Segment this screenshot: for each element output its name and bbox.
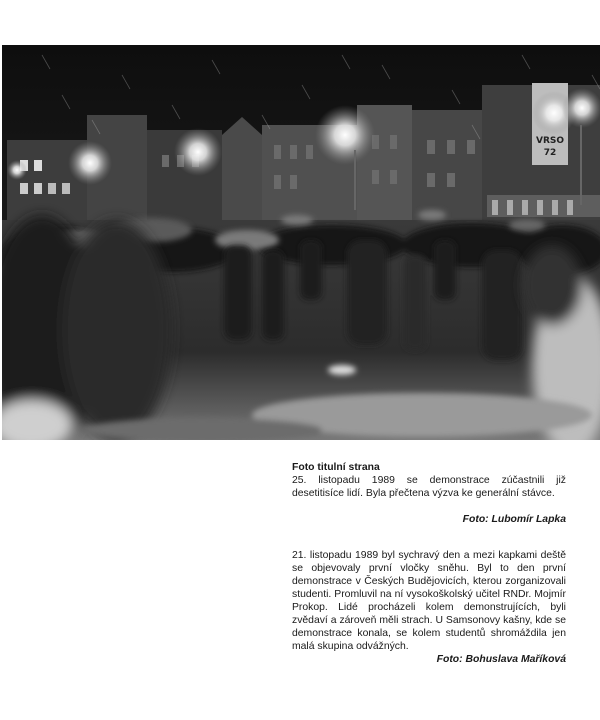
sign-text-1: VRSO	[535, 136, 565, 146]
caption-story-text: 21. listopadu 1989 byl sychravý den a mezi kapkami deště se objevovaly první vločky sněhu. Byl to den první demonstrace v Českých Budějovicích, kterou zorganizovali studenti. Promluvil na ní vysokoškolský učitel RNDr. Mojmír Prokop. Lidé procházeli kolem demonstrujících, byli zvědaví a zároveň měli strach. U Samsonovy kašny, kde se demonstrace konala, se kolem studentů shromáždila jen malá skupina odvážných.	[292, 550, 566, 652]
sign-text-2: 72	[543, 148, 557, 158]
captions	[292, 461, 566, 666]
caption-cover-text: 25. listopadu 1989 se demonstrace zúčastnili již desetitisíce lidí. Byla přečtena výzva ke generální stávce.	[292, 475, 566, 499]
cover-photo	[2, 45, 600, 440]
arcade-lights	[487, 195, 600, 217]
photo-credit-cover: Foto: Lubomír Lapka	[462, 514, 566, 525]
photo-credit-story: Foto: Bohuslava Maříková	[436, 654, 566, 665]
caption-title: Foto titulní strana	[292, 462, 380, 473]
night-square-photo	[2, 45, 600, 440]
